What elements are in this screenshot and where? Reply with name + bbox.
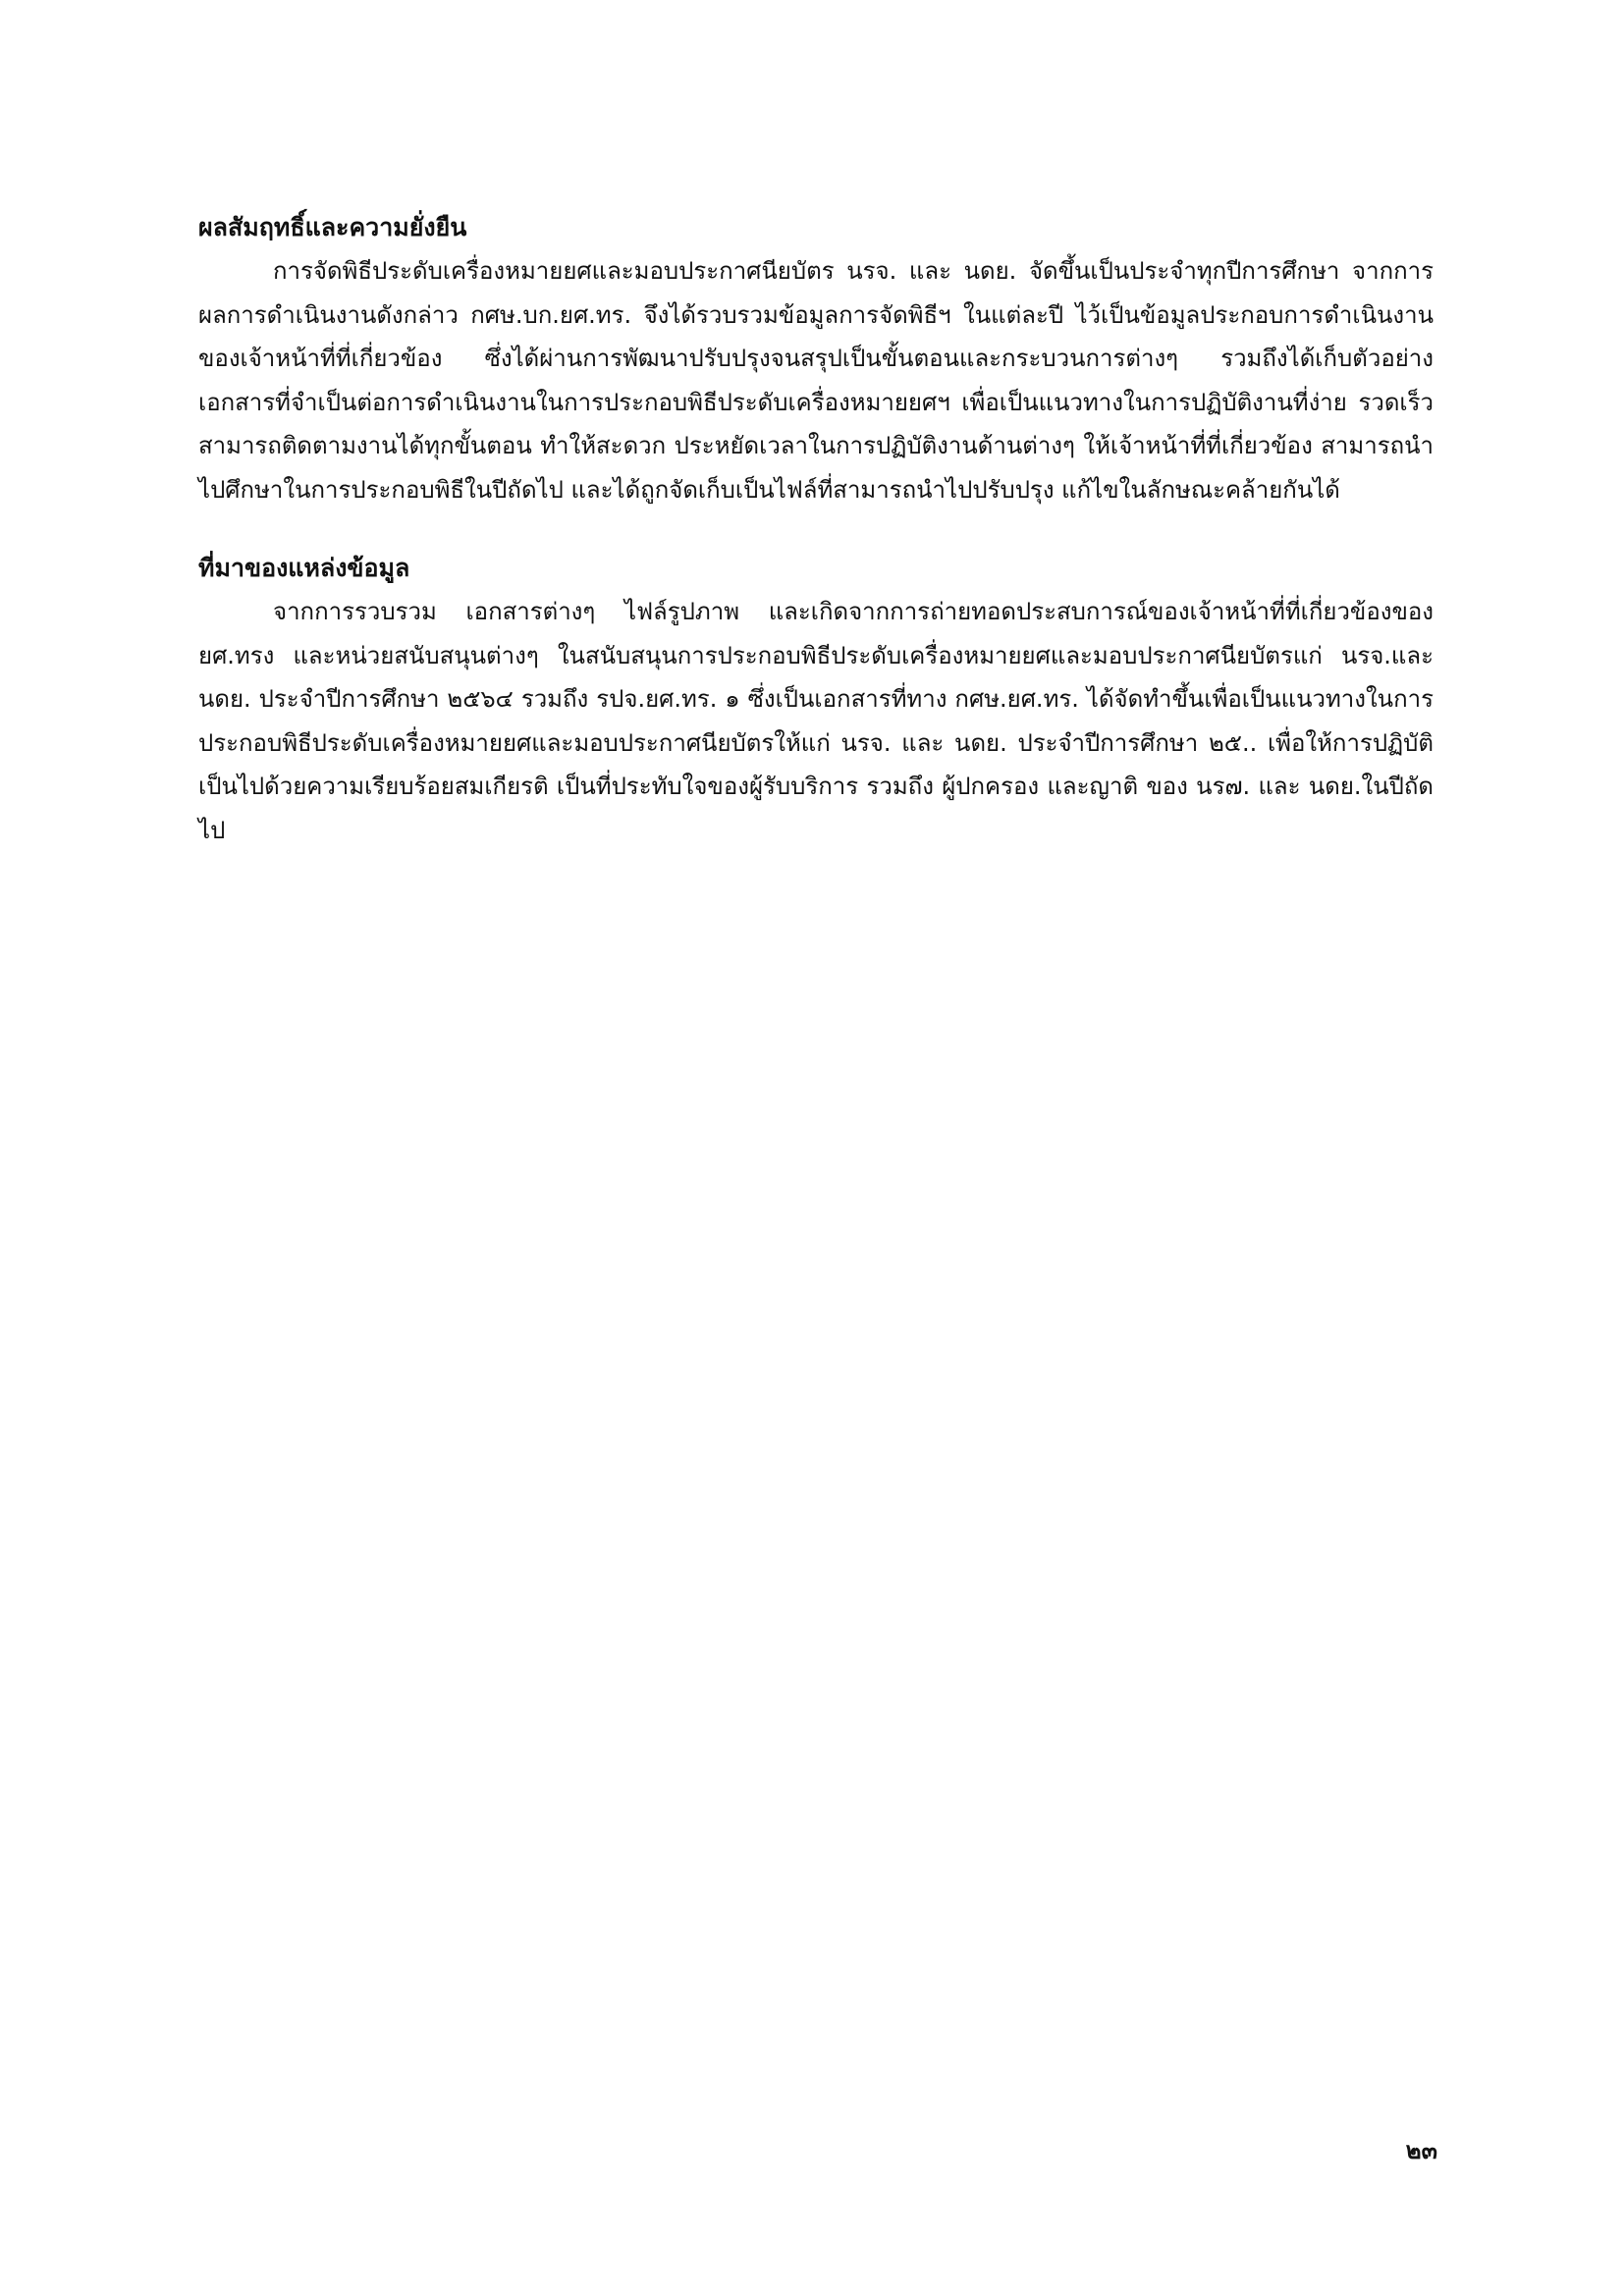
section-paragraph-achievement: การจัดพิธีประดับเครื่องหมายยศและมอบประกาศนียบัตร นรจ. และ นดย. จัดขึ้นเป็นประจำทุกปีการศึกษา จากการผลการดำเนินงานดังกล่าว กศษ.บก.ยศ.ทร. จึงได้รวบรวมข้อมูลการจัดพิธีฯ ในแต่ละปี ไว้เป็นข้อมูลประกอบการดำเนินงานของเจ้าหน้าที่ที่เกี่ยวข้อง ซึ่งได้ผ่านการพัฒนาปรับปรุงจนสรุปเป็นขั้นตอนและกระบวนการต่างๆ รวมถึงได้เก็บตัวอย่างเอกสารที่จำเป็นต่อการดำเนินงานในการประกอบพิธีประดับเครื่องหมายยศฯ เพื่อเป็นแนวทางในการปฏิบัติงานที่ง่าย รวดเร็ว สามารถติดตามงานได้ทุกขั้นตอน ทำให้สะดวก ประหยัดเวลาในการปฏิบัติงานด้านต่างๆ ให้เจ้าหน้าที่ที่เกี่ยวข้อง สามารถนำไปศึกษาในการประกอบพิธีในปีถัดไป และได้ถูกจัดเก็บเป็นไฟล์ที่สามารถนำไปปรับปรุง แก้ไขในลักษณะคล้ายกันได้ — [198, 257, 1434, 504]
page-number: ๒๓ — [1405, 2137, 1437, 2164]
page-content — [198, 206, 1434, 852]
section-spacer — [198, 511, 1434, 547]
section-heading-data-source: ที่มาของแหล่งข้อมูล — [198, 554, 410, 582]
section-heading-achievement: ผลสัมฤทธิ์และความยั่งยืน — [198, 213, 467, 241]
section-paragraph-data-source: จากการรวบรวม เอกสารต่างๆ ไฟล์รูปภาพ และเกิดจากการถ่ายทอดประสบการณ์ของเจ้าหน้าที่ที่เกี่ยวข้องของ ยศ.ทรง และหน่วยสนับสนุนต่างๆ ในสนับสนุนการประกอบพิธีประดับเครื่องหมายยศและมอบประกาศนียบัตรแก่ นรจ.และ นดย. ประจำปีการศึกษา ๒๕๖๔ รวมถึง รปจ.ยศ.ทร. ๑ ซึ่งเป็นเอกสารที่ทาง กศษ.ยศ.ทร. ได้จัดทำขึ้นเพื่อเป็นแนวทางในการประกอบพิธีประดับเครื่องหมายยศและมอบประกาศนียบัตรให้แก่ นรจ. และ นดย. ประจำปีการศึกษา ๒๕.. เพื่อให้การปฏิบัติเป็นไปด้วยความเรียบร้อยสมเกียรติ เป็นที่ประทับใจของผู้รับบริการ รวมถึง ผู้ปกครอง และญาติ ของ นร๗. และ นดย.ในปีถัดไป — [198, 598, 1434, 844]
